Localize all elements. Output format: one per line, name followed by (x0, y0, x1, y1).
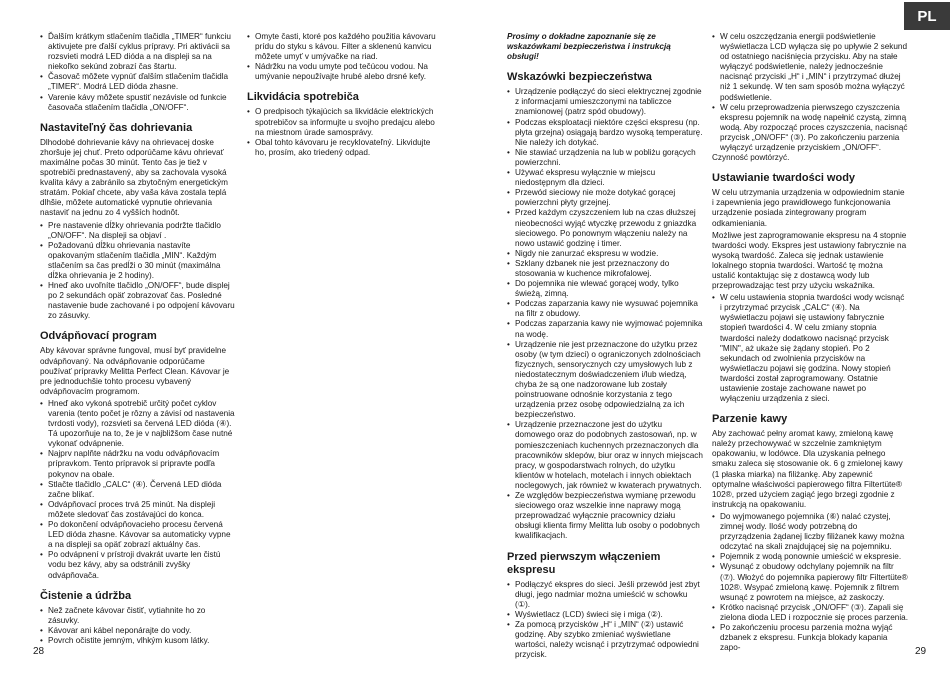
cleaning-continued-list (247, 32, 443, 82)
list-item: • Do pojemnika nie wlewać gorącej wody, tylko świeżą, zimną. (507, 279, 703, 299)
list-item: • Nie stawiać urządzenia na lub w pobliżu gorących powierzchni. (507, 148, 703, 168)
list-item: • Ze względów bezpieczeństwa wymianę przewodu sieciowego oraz wszelkie inne naprawy mogą przeprowadzać wyłącznie pracownicy działu obsługi klienta firmy Melitta lub osoby o podobnych kwalifikacjach. (507, 491, 703, 541)
section-heading: Čistenie a údržba (40, 589, 132, 602)
list-item: • W celu oszczędzania energii podświetlenie wyświetlacza LCD wyłącza się po upływie 2 sekund od ostatniego naciśnięcia przycisku. Aby na stałe wyłączyć podświetlenie, należy jednocześnie nacisnąć przyciski „H“ i „MIN“ i przytrzymać dłużej niż 1 sekundę. W ten sam sposób można wyłączyć podświetlenie. (712, 32, 908, 103)
list-item: • Do wyjmowanego pojemnika (⑥) nalać czystej, zimnej wody. Ilość wody potrzebną do przyrządzenia żądanej liczby filiżanek kawy można odczytać na skali znajdującej się na pojemniku. (712, 512, 908, 552)
timer-list (40, 32, 236, 113)
brewing-list (712, 512, 908, 653)
list-item: • Przed każdym czyszczeniem lub na czas dłuższej nieobecności wyjąć wtyczkę przewodu z gniazdka sieciowego. Po ponownym włączeniu należy na nowo ustawić godzinę i timer. (507, 208, 703, 248)
column-4 (712, 32, 908, 653)
list-item: • Kávovar ani kábel neponárajte do vody. (40, 626, 236, 636)
paragraph: Dlhodobé dohrievanie kávy na ohrievacej doske zhoršuje jej chuť. Preto odporúčame kávu ohrievať maximálne počas 30 minút. Tento čas je tiež v spotrebiči prednastavený, aby sa zachovala vysoká kvalita kávy a zabránilo sa zbytočným energetickým stratám. Pokiaľ chcete, aby vaša káva zostala teplá dlhšie, môžete automatické vypnutie ohrievania nastaviť na jednu zo 4 vyšších hodnôt. (40, 137, 228, 218)
list-item: • Przewód sieciowy nie może dotykać gorącej powierzchni płyty grzejnej. (507, 188, 703, 208)
list-item: • Omyte časti, ktoré pos každého použitia kávovaru prídu do styku s kávou. Filter a sklenenú kanvicu môžete umyť v umývačke na riad. (247, 32, 443, 62)
list-item: • Podczas zaparzania kawy nie wyjmować pojemnika na wodę. (507, 319, 703, 339)
list-item: • Pojemnik z wodą ponownie umieścić w ekspresie. (712, 552, 908, 562)
list-item: • Szklany dzbanek nie jest przeznaczony do stosowania w kuchence mikrofalowej. (507, 259, 703, 279)
paragraph: Aby kávovar správne fungoval, musí byť pravidelne odvápňovaný. Na odvápňovanie odporúčame používať prípravky Melitta Perfect Clean. Kávovar je pre jednoduchšie tohto procesu vybavený odvápňovacím programom. (40, 346, 230, 396)
list-item: • Wysunąć z obudowy odchylany pojemnik na filtr (⑦). Włożyć do pojemnika papierowy filtr Filtertüte® 102®. Wsypać zmieloną kawę. Pojemnik z filtrem wsunąć z powrotem na miejsce, aż zaskoczy. (712, 562, 908, 602)
list-item: • Podłączyć ekspres do sieci. Jeśli przewód jest zbyt długi, jego nadmiar można umieścić w schowku (①). (507, 580, 703, 610)
paragraph: Czynność powtórzyć. (712, 153, 790, 163)
list-item: • Hneď ako vykoná spotrebič určitý počet cyklov varenia (tento počet je rôzny a závisí od nastavenia tvrdosti vody), rozsvieti sa červená LED dióda (④). Tá upozorňuje na to, že je v najbližšom čase nutné vykonať odvápnenie. (40, 399, 236, 449)
section-heading: Likvidácia spotrebiča (247, 91, 359, 104)
water-hardness-list (712, 293, 908, 404)
list-item: • Po dokončení odvápňovacieho procesu červená LED dióda zhasne. Kávovar sa automaticky vypne a na displeji sa opäť zobrazí aktuálny čas. (40, 520, 236, 550)
column-2 (247, 32, 443, 158)
language-badge: PL (904, 2, 950, 30)
list-item: • Krótko nacisnąć przycisk „ON/OFF“ (③). Zapali się zielona dioda LED i rozpocznie się proces parzenia. (712, 603, 908, 623)
list-item: • Pre nastavenie dĺžky ohrievania podržte tlačidlo „ON/OFF“. Na displeji sa objaví . (40, 221, 236, 241)
list-item: • Urządzenie przeznaczone jest do użytku domowego oraz do podobnych zastosowań, np. w pomieszczeniach kuchennych przeznaczonych dla pracowników sklepów, biur oraz w innych miejscach pracy, w gospodarstwach rolnych, do użytku klientów w hotelach, motelach i innych obiektach noclegowych, jak również w kwaterach prywatnych. (507, 420, 703, 491)
list-item: • Hneď ako uvoľníte tlačidlo „ON/OFF“, bude displej po 2 sekundách opäť zobrazovať čas. Posledné nastavenie bude zachované i po odpojení kávovaru zo zásuvky. (40, 281, 236, 321)
list-item: • Stlačte tlačidlo „CALC“ (④). Červená LED dióda začne blikať. (40, 480, 236, 500)
first-use-list (507, 580, 703, 661)
list-item: • Za pomocą przycisków „H“ i „MIN“ (②) ustawić godzinę. Aby szybko zmieniać wyświetlane wartości, należy wcisnąć i przytrzymać odpowiedni przycisk. (507, 620, 703, 660)
list-item: • Po odvápnení v prístroji dvakrát uvarte len čistú vodu bez kávy, aby sa odstránili zvyšky odvápňovača. (40, 550, 236, 580)
list-item: • Wyświetlacz (LCD) świeci się i miga (②). (507, 610, 703, 620)
list-item: • Podczas eksploatacji niektóre części ekspresu (np. płyta grzejna) osiągają bardzo wysoką temperaturę. Nie należy ich dotykać. (507, 118, 703, 148)
section-heading: Wskazówki bezpieczeństwa (507, 71, 652, 84)
list-item: • O predpisoch týkajúcich sa likvidácie elektrických spotrebičov sa informujte u svojho predajcu alebo na miestnom úrade samosprávy. (247, 107, 443, 137)
list-item: • Nádržku na vodu umyte pod tečúcou vodou. Na umývanie nepoužívajte hrubé alebo drsné kefy. (247, 62, 443, 82)
page-number-left: 28 (33, 646, 45, 657)
list-item: • Než začnete kávovar čistiť, vytiahnite ho zo zásuvky. (40, 606, 236, 626)
safety-list (507, 87, 703, 541)
list-item: • Obal tohto kávovaru je recyklovateľný. Likvidujte ho, prosím, ako triedený odpad. (247, 138, 443, 158)
keep-warm-list (40, 221, 236, 322)
list-item: • Ďalším krátkym stlačením tlačidla „TIMER“ funkciu aktivujete pre ďalší cyklus prípravy. Pri aktivácii sa rozsvieti modrá LED dióda a na displeji sa na niekoľko sekúnd zobrazí čas štartu. (40, 32, 236, 72)
list-item: • Urządzenie nie jest przeznaczone do użytku przez osoby (w tym dzieci) o ograniczonych zdolnościach fizycznych, sensorycznych czy umysłowych lub z niedostatecznym doświadczeniem i/lub wiedzą, chyba że są one nadzorowane lub zostały poinstruowane odnośnie korzystania z tego urządzenia przez osobę odpowiedzialną za ich bezpieczeństwo. (507, 340, 703, 421)
first-use-continued-list (712, 32, 908, 153)
paragraph: Możliwe jest zaprogramowanie ekspresu na 4 stopnie twardości wody. Ekspres jest ustawiony fabrycznie na wysoką twardość. Zaleca się jednak ustawienie lokalnego stopnia twardości. Wartość tę można ustalić kontaktując się z dostawcą wody lub przeprowadzając test przy użyciu wskaźnika. (712, 230, 907, 291)
list-item: • Varenie kávy môžete spustiť nezávisle od funkcie časovača stlačením tlačidla „ON/OFF“. (40, 93, 236, 113)
paragraph: Aby zachować pełny aromat kawy, zmieloną kawę należy przechowywać w szczelnie zamkniętym opakowaniu, w lodówce. Dla uzyskania pełnego smaku zaleca się stosowanie ok. 6 g zmielonej kawy (1 płaska miarka) na filiżankę. Aby zapewnić optymalne właściwości papierowego filtra Filtertüte® 102®, przed użyciem zagiąć jego brzegi zgodnie z instrukcją na opakowaniu. (712, 429, 903, 509)
section-heading: Nastaviteľný čas dohrievania (40, 121, 193, 134)
list-item: • W celu ustawienia stopnia twardości wody wcisnąć i przytrzymać przycisk „CALC“ (④). Na wyświetlaczu pojawi się ustawiony fabrycznie stopień twardości 4. W celu zmiany stopnia twardości należy dodatkowo nacisnąć przycisk "MIN", aż ukaże się żądany stopień. Po 2 sekundach od zwolnienia przycisków na wyświetlaczu pojawi się godzina. Nowy stopień twardości został zaprogramowany. Ostatnie ustawienie zostaje zachowane nawet po wyłączeniu urządzenia z sieci. (712, 293, 908, 404)
section-heading: Ustawianie twardości wody (712, 172, 856, 185)
list-item: • Podczas zaparzania kawy nie wysuwać pojemnika na filtr z obudowy. (507, 299, 703, 319)
descaling-list (40, 399, 236, 581)
column-3 (507, 32, 703, 660)
list-item: • Požadovanú dĺžku ohrievania nastavíte opakovaným stlačením tlačidla „MIN“. Každým stlačením sa čas predĺži o 30 minút (maximálna dĺžka ohrievania je 2 hodiny). (40, 241, 236, 281)
column-1 (40, 32, 236, 646)
section-heading: Odvápňovací program (40, 330, 157, 343)
cleaning-list (40, 606, 236, 646)
list-item: • W celu przeprowadzenia pierwszego czyszczenia ekspresu pojemnik na wodę napełnić czystą, zimną wodą. Aby rozpocząć proces czyszczenia, nacisnąć przycisk „ON/OFF“ (③). Po zakończeniu parzenia wyłączyć urządzenie przyciskiem „ON/OFF“. (712, 103, 908, 153)
section-heading: Parzenie kawy (712, 413, 788, 426)
page-number-right: 29 (915, 646, 927, 657)
list-item: • Urządzenie podłączyć do sieci elektrycznej zgodnie z informacjami umieszczonymi na tabliczce znamionowej (patrz spód obudowy). (507, 87, 703, 117)
list-item: • Odvápňovací proces trvá 25 minút. Na displeji môžete sledovať čas zostávajúci do konca. (40, 500, 236, 520)
list-item: • Używać ekspresu wyłącznie w miejscu niedostępnym dla dzieci. (507, 168, 703, 188)
list-item: • Povrch očistite jemným, vlhkým kusom látky. (40, 636, 236, 646)
list-item: • Najprv naplňte nádržku na vodu odvápňovacím prípravkom. Tento prípravok si pripravte podľa pokynov na obale. (40, 449, 236, 479)
list-item: • Časovač môžete vypnúť ďalším stlačením tlačidla „TIMER“. Modrá LED dióda zhasne. (40, 72, 236, 92)
list-item: • Nigdy nie zanurzać ekspresu w wodzie. (507, 249, 703, 259)
section-heading: Przed pierwszym włączeniem ekspresu (507, 550, 661, 576)
list-item: • Po zakończeniu procesu parzenia można wyjąć dzbanek z ekspresu. Funkcja blokady kapania zapo- (712, 623, 908, 653)
disposal-list (247, 107, 443, 157)
paragraph: W celu utrzymania urządzenia w odpowiednim stanie i zapewnienia jego prawidłowego funkcjonowania urządzenie posiada zintegrowany program odkamieniania. (712, 188, 905, 228)
intro-note: Prosimy o dokładne zapoznanie się ze wskazówkami bezpieczeństwa i instrukcją obsługi! (507, 32, 671, 62)
